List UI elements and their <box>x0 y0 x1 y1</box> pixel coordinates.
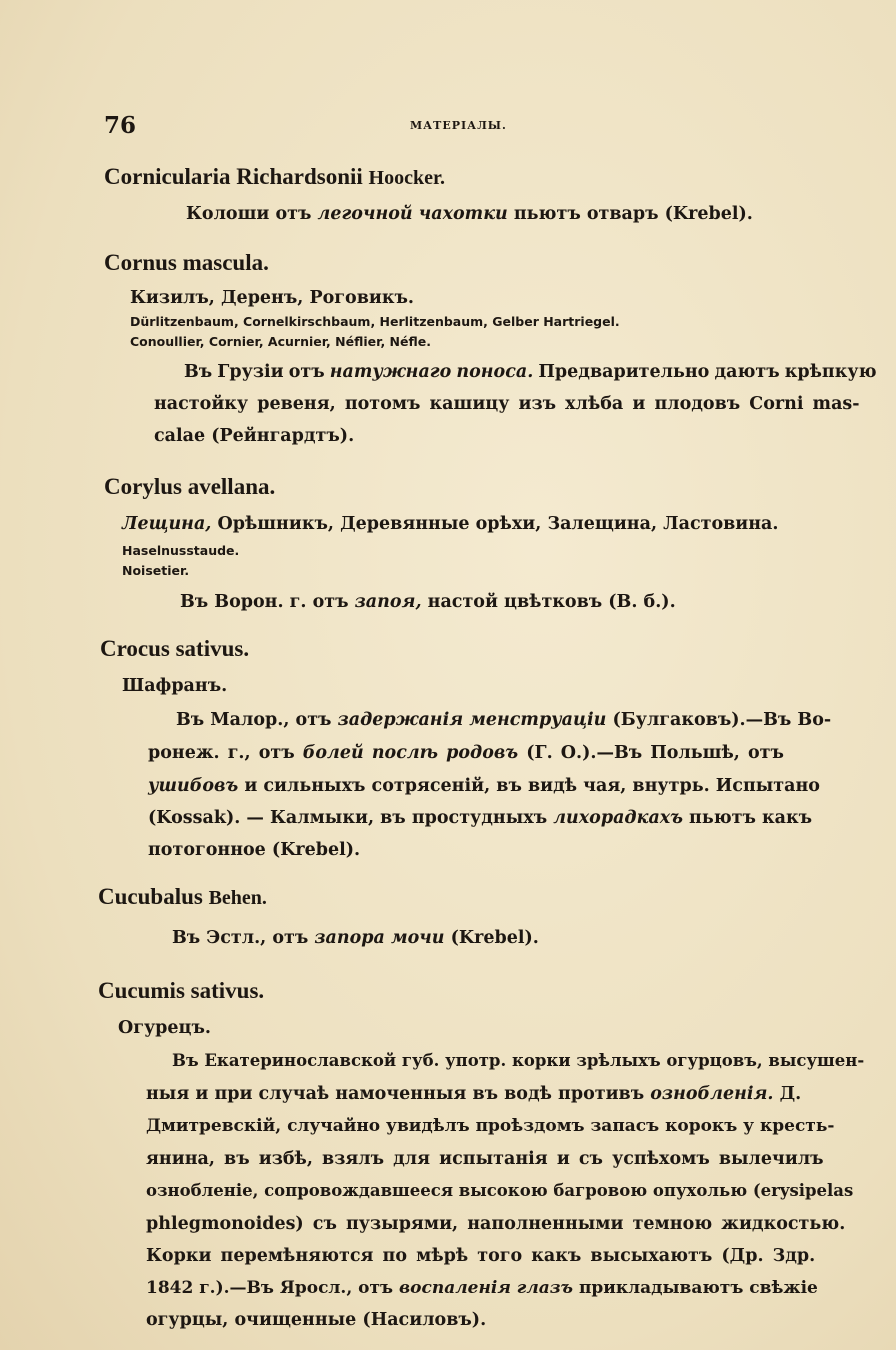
entry-text: ушибовъ и сильныхъ сотрясенiй, въ видѣ чая, внутрь. Испытано <box>148 776 820 796</box>
entry-text: Въ Грузiи отъ натужнаго поноса. Предварительно даютъ крѣпкую <box>184 362 877 382</box>
russian-names: Огурецъ. <box>118 1018 211 1038</box>
entry-text: Въ Екатеринославской губ. употр. корки зрѣлыхъ огурцовъ, высушен- <box>172 1051 865 1070</box>
entry-text: 1842 г.).—Въ Яросл., отъ воспаленiя глазъ прикладываютъ свѣжiе <box>146 1278 818 1298</box>
entry-title: Cornicularia Richardsonii Hoocker. <box>104 164 445 189</box>
entry-title-cucumis: Cucumis sativus. <box>98 978 265 1003</box>
german-names: Haselnusstaude. <box>122 543 240 558</box>
entry-text: Дмитревскiй, случайно увидѣлъ проѣздомъ запасъ корокъ у кресть- <box>146 1116 835 1136</box>
entry-text: ныя и при случаѣ намоченныя въ водѣ противъ ознобленiя. Д. <box>146 1084 802 1104</box>
entry-text: потогонное (Krebel). <box>148 840 361 860</box>
french-names: Conoullier, Cornier, Acurnier, Néflier, Néfle. <box>130 334 431 349</box>
entry-text: янина, въ избѣ, взялъ для испытанiя и съ успѣхомъ вылечилъ <box>146 1149 824 1169</box>
russian-names: Кизилъ, Деренъ, Роговикъ. <box>130 288 414 308</box>
page-number: 76 <box>104 112 137 139</box>
entry-title-crocus: Crocus sativus. <box>100 636 250 661</box>
entry-text: Корки перемѣняются по мѣрѣ того какъ высыхаютъ (Др. Здр. <box>146 1246 816 1266</box>
entry-text: настойку ревеня, потомъ кашицу изъ хлѣба и плодовъ Corni mas- <box>154 394 860 414</box>
entry-cornicularia <box>104 164 445 190</box>
german-names: Dürlitzenbaum, Cornelkirschbaum, Herlitzenbaum, Gelber Hartriegel. <box>130 314 620 329</box>
french-names: Noisetier. <box>122 563 190 578</box>
entry-text: Въ Ворон. г. отъ запоя, настой цвѣтковъ (В. б.). <box>180 592 676 612</box>
entry-text: phlegmonoides) съ пузырями, наполненными темною жидкостью. <box>146 1214 846 1234</box>
entry-text: ронеж. г., отъ болей послѣ родовъ (Г. О.).—Въ Польшѣ, отъ <box>148 743 784 763</box>
russian-names: Лещина, Орѣшникъ, Деревянные орѣхи, Залещина, Ластовина. <box>122 514 779 534</box>
entry-text: Въ Малор., отъ задержанiя менструацiи (Булгаковъ).—Въ Во- <box>176 710 832 730</box>
entry-text: Въ Эстл., отъ запора мочи (Krebel). <box>172 928 539 948</box>
russian-names: Шафранъ. <box>122 676 228 696</box>
entry-text: огурцы, очищенные (Насиловъ). <box>146 1310 487 1330</box>
entry-text: ознобленiе, сопровождавшееся высокою багровою опухолью (erysipelas <box>146 1181 854 1200</box>
running-title: МАТЕРIАЛЫ. <box>410 119 507 132</box>
entry-title-cornus: Cornus mascula. <box>104 250 269 275</box>
entry-title-corylus: Corylus avellana. <box>104 474 276 499</box>
entry-text: (Kossak). — Калмыки, въ простудныхъ лихорадкахъ пьютъ какъ <box>148 808 813 828</box>
entry-text: calae (Рейнгардтъ). <box>154 426 355 446</box>
entry-text: Колоши отъ легочной чахотки пьютъ отваръ (Krebel). <box>186 204 753 224</box>
entry-title-cucubalus: Cucubalus Behen. <box>98 884 267 909</box>
page-header <box>104 112 794 142</box>
